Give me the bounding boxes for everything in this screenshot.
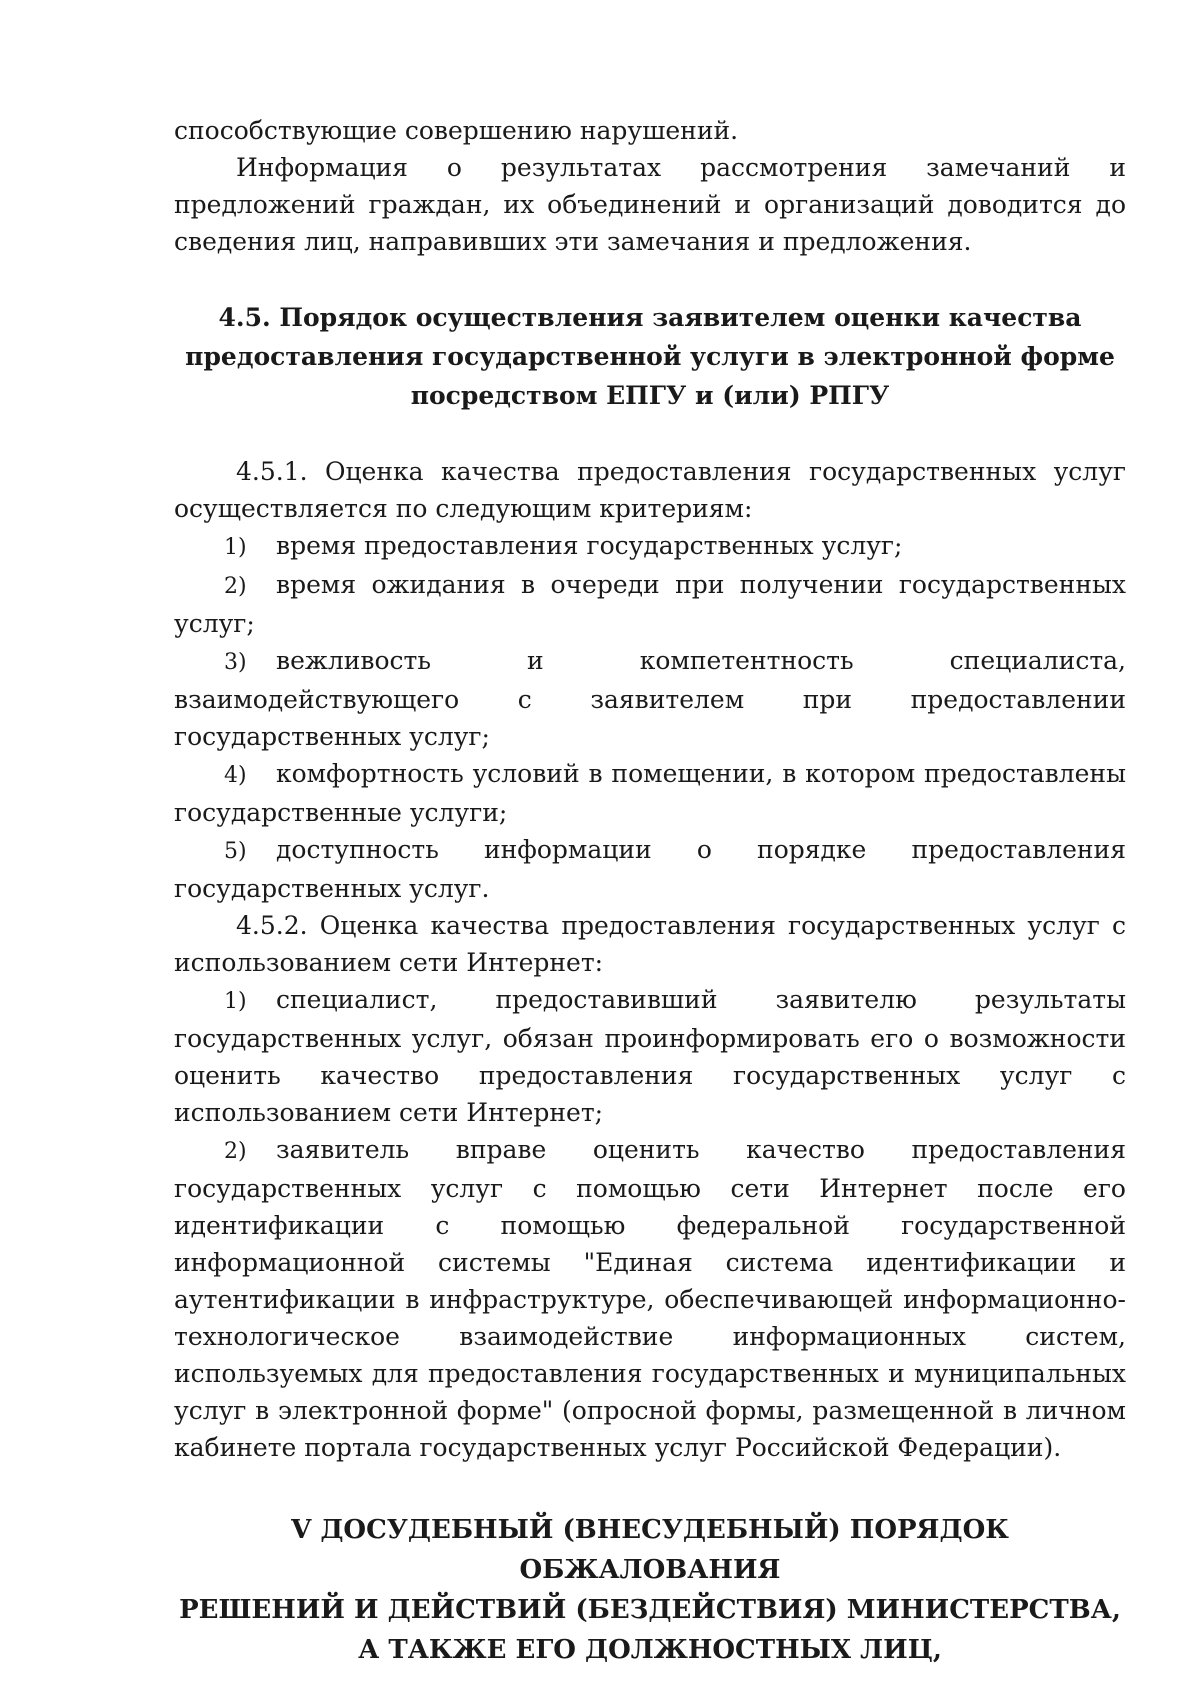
chapter-heading-v	[174, 1510, 1126, 1670]
list-text: доступность информации о порядке предоставления государственных услуг.	[174, 835, 1126, 903]
list-item	[174, 566, 1126, 642]
section-heading-4-5	[174, 298, 1126, 415]
paragraph-continuation: способствующие совершению нарушений.	[174, 116, 739, 145]
heading-line: РЕШЕНИЙ И ДЕЙСТВИЙ (БЕЗДЕЙСТВИЯ) МИНИСТЕРСТВА,	[179, 1595, 1121, 1625]
list-number: 3)	[224, 650, 247, 675]
list-number: 1)	[224, 989, 247, 1014]
list-number: 2)	[224, 1139, 247, 1164]
list-number: 1)	[224, 535, 247, 560]
list-text: вежливость и компетентность специалиста, взаимодействующего с заявителем при предоставлении государственных услуг;	[174, 646, 1126, 751]
heading-line: посредством ЕПГУ и (или) РПГУ	[410, 381, 890, 410]
heading-line: предоставления государственной услуги в электронной форме	[185, 342, 1115, 371]
list-item	[174, 642, 1126, 755]
list-text: время предоставления государственных услуг;	[276, 531, 903, 560]
list-item	[174, 831, 1126, 907]
list-number: 5)	[224, 839, 247, 864]
spacer	[174, 415, 1126, 453]
heading-line: 4.5. Порядок осуществления заявителем оценки качества	[218, 303, 1082, 332]
heading-line: V ДОСУДЕБНЫЙ (ВНЕСУДЕБНЫЙ) ПОРЯДОК ОБЖАЛОВАНИЯ	[291, 1515, 1009, 1585]
paragraph-info-results: Информация о результатах рассмотрения замечаний и предложений граждан, их объединений и организаций доводится до сведения лиц, направивших эти замечания и предложения.	[174, 153, 1126, 256]
document-page	[174, 112, 1126, 1670]
spacer	[174, 1466, 1126, 1510]
list-item	[174, 1131, 1126, 1466]
clause-4-5-1-intro: 4.5.1. Оценка качества предоставления государственных услуг осуществляется по следующим критериям:	[174, 457, 1126, 523]
list-item	[174, 527, 1126, 566]
clause-4-5-2-intro: 4.5.2. Оценка качества предоставления государственных услуг с использованием сети Интернет:	[174, 911, 1126, 977]
list-number: 2)	[224, 574, 247, 599]
list-text: специалист, предоставивший заявителю результаты государственных услуг, обязан проинформировать его о возможности оценить качество предоставления государственных услуг с использованием сети Интернет;	[174, 985, 1126, 1127]
list-text: время ожидания в очереди при получении государственных услуг;	[174, 570, 1126, 638]
list-text: заявитель вправе оценить качество предоставления государственных услуг с помощью сети Интернет после его идентификации с помощью федеральной государственной информационной системы "Единая система идентификации и аутентификации в инфраструктуре, обеспечивающей информационно-технологическое взаимодействие информационных систем, используемых для предоставления государственных и муниципальных услуг в электронной форме" (опросной формы, размещенной в личном кабинете портала государственных услуг Российской Федерации).	[174, 1135, 1126, 1462]
heading-line: А ТАКЖЕ ЕГО ДОЛЖНОСТНЫХ ЛИЦ,	[358, 1635, 942, 1665]
spacer	[174, 260, 1126, 298]
list-text: комфортность условий в помещении, в котором предоставлены государственные услуги;	[174, 759, 1126, 827]
list-item	[174, 755, 1126, 831]
list-number: 4)	[224, 763, 247, 788]
list-item	[174, 981, 1126, 1131]
